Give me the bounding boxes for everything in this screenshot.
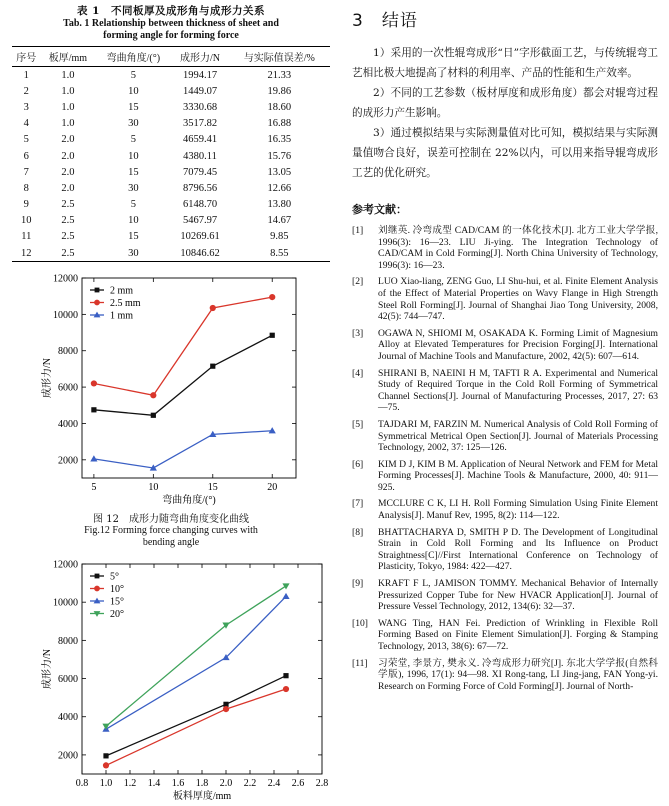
y-tick-label: 6000 <box>58 382 78 394</box>
references-list <box>352 225 658 692</box>
table-cell: 15 <box>128 101 139 113</box>
x-tick-label: 20 <box>267 482 278 493</box>
y-axis-label: 成形力/N <box>42 358 53 398</box>
table-cell: 1.0 <box>61 118 75 130</box>
table-header-cell: 成形力/N <box>171 47 228 67</box>
fig12-caption-en-1: Fig.12 Forming force changing curves with <box>84 525 258 536</box>
data-point <box>94 586 100 592</box>
reference-number: [11] <box>352 657 368 669</box>
data-point <box>90 455 97 461</box>
x-tick-label: 0.8 <box>75 778 89 789</box>
data-point <box>95 574 100 579</box>
x-axis-label: 弯曲角度/(°) <box>162 495 216 506</box>
reference-number: [1] <box>352 225 364 236</box>
x-tick-label: 1.4 <box>147 778 161 789</box>
reference-number: [2] <box>352 276 364 288</box>
table-row <box>12 67 330 84</box>
table-cell: 15.76 <box>267 150 292 162</box>
reference-item <box>352 498 658 521</box>
table-cell: 2.0 <box>61 134 75 146</box>
paragraph-2: 2）不同的工艺参数（板材厚度和成形角度）都会对辊弯过程的成形力产生影响。 <box>352 87 658 119</box>
table-cell: 7079.45 <box>182 166 218 178</box>
reference-item <box>352 578 658 613</box>
series-line <box>94 431 272 468</box>
data-point <box>103 753 108 758</box>
table-cell: 3 <box>23 101 29 113</box>
y-tick-label: 12000 <box>53 273 78 285</box>
legend-label: 1 mm <box>110 310 134 322</box>
data-table <box>12 46 330 262</box>
table-cell: 5 <box>130 69 136 81</box>
right-column <box>352 0 658 697</box>
section-title: 结语 <box>381 11 418 31</box>
references-title: 参考文献： <box>352 203 407 216</box>
section-body <box>352 43 658 183</box>
table-cell: 3517.82 <box>182 118 218 130</box>
reference-text: TAJDARI M, FARZIN M. Numerical Analysis of Cold Roll Forming of Symmetrical Metrical Open Section[J]. Journal of Materials Processing Technology, 2002, 37: 125—126. <box>378 418 658 454</box>
reference-text: 习荣堂, 李景方, 樊永义. 冷弯成形力研究[J]. 东北大学学报(自然科学版), 1996, 17(1): 94—98. XI Rong-tang, LI Jing-jang, FAN Yong-yi. Research on Forming Force of Cold Forming[J]. Journal of North- <box>378 657 658 692</box>
table-header-cell: 序号 <box>12 47 41 67</box>
reference-number: [3] <box>352 327 364 339</box>
y-tick-label: 6000 <box>58 674 78 686</box>
table-row <box>12 197 330 213</box>
reference-text: OGAWA N, SHIOMI M, OSAKADA K. Forming Limit of Magnesium Alloy at Elevated Temperatures for Precision Forging[J]. International Journal of Machine Tools and Manufacture, 2002, 42(5): 607—614. <box>378 327 658 362</box>
legend-label: 5° <box>110 571 119 583</box>
table-cell: 30 <box>128 118 139 130</box>
table-cell: 6 <box>23 150 29 162</box>
reference-item <box>352 328 658 363</box>
data-point <box>210 305 216 311</box>
table-cell: 8.55 <box>229 245 330 262</box>
y-tick-label: 8000 <box>58 346 78 358</box>
y-tick-label: 10000 <box>53 309 78 321</box>
table-row <box>12 83 330 99</box>
reference-item <box>352 225 658 271</box>
reference-text: KRAFT F L, JAMISON TOMMY. Mechanical Behavior of Internally Pressurized Copper Tube for New HVACR Application[J]. Journal of Pressure Vessel Technology, 2012, 134(6): 32—37. <box>378 578 658 613</box>
table-cell: 4659.41 <box>182 134 218 146</box>
reference-number: [5] <box>352 418 364 430</box>
fig12-caption-en-2: bending angle <box>142 537 200 548</box>
table-cell: 14.67 <box>267 215 292 227</box>
table-cell: 7 <box>23 166 29 178</box>
reference-text: LUO Xiao-liang, ZENG Guo, LI Shu-hui, et al. Finite Element Analysis of the Effect of Material Properties on Wavy Flange in High Strength Steel Roll Forming[J]. Journal of Shanghai Jiao Tong University, 2008, 42(5): 744—747. <box>378 276 658 323</box>
table-cell: 2.0 <box>61 182 75 194</box>
table-cell: 1.0 <box>61 69 75 81</box>
chart-force-vs-thickness <box>12 556 330 802</box>
x-axis-label: 板料厚度/mm <box>172 791 232 802</box>
reference-number: [7] <box>352 498 364 510</box>
reference-item <box>352 419 658 454</box>
reference-number: [6] <box>352 458 364 470</box>
left-column <box>12 0 330 262</box>
data-point <box>223 706 229 712</box>
table-cell: 1.0 <box>61 101 75 113</box>
table-cell: 3330.68 <box>182 101 218 113</box>
table-cell: 10 <box>128 85 139 97</box>
reference-item <box>352 368 658 414</box>
table-caption-cn: 表 1 不同板厚及成形角与成形力关系 <box>77 5 265 17</box>
table-cell: 10269.61 <box>180 231 220 243</box>
fig12-caption <box>12 510 330 549</box>
x-tick-label: 2.2 <box>243 778 257 789</box>
reference-number: [4] <box>352 367 364 379</box>
x-tick-label: 1.6 <box>171 778 185 789</box>
x-tick-label: 2.6 <box>291 778 305 789</box>
series-line <box>94 335 272 415</box>
reference-number: [10] <box>352 617 368 629</box>
fig12-caption-cn: 图 12 成形力随弯曲角度变化曲线 <box>93 514 249 525</box>
x-tick-label: 2.4 <box>267 778 281 789</box>
data-point <box>269 294 275 300</box>
table-cell: 5467.97 <box>182 215 218 227</box>
table-cell: 2 <box>23 85 29 97</box>
table-cell: 9 <box>23 199 29 211</box>
table-cell: 12 <box>12 245 41 262</box>
data-point <box>151 413 156 418</box>
x-tick-label: 5 <box>91 482 97 493</box>
table-cell: 2.5 <box>61 231 75 243</box>
table-header-cell: 板厚/mm <box>41 47 96 67</box>
data-point <box>103 762 109 768</box>
table-row <box>12 180 330 196</box>
table-cell: 18.60 <box>267 101 292 113</box>
table-row <box>12 116 330 132</box>
y-tick-label: 12000 <box>53 559 78 571</box>
table-cell: 2.5 <box>61 215 75 227</box>
legend-label: 20° <box>110 609 124 620</box>
table-cell: 2.0 <box>61 166 75 178</box>
table-caption-en-1: Tab. 1 Relationship between thickness of sheet and <box>63 18 279 29</box>
y-tick-label: 8000 <box>58 635 78 647</box>
table-cell: 30 <box>128 182 139 194</box>
data-point <box>282 593 289 599</box>
table-row <box>12 132 330 148</box>
reference-text: KIM D J, KIM B M. Application of Neural Network and FEM for Metal Forming Processes[J]. Machine Tools & Manufacture, 2000, 40: 911—925. <box>378 458 658 493</box>
table-cell: 4 <box>23 118 29 130</box>
reference-number: [8] <box>352 526 364 538</box>
table-row <box>12 229 330 245</box>
table-caption-en-2: forming angle for forming force <box>103 30 239 41</box>
y-tick-label: 2000 <box>58 455 78 467</box>
table-cell: 5 <box>130 199 136 211</box>
legend-label: 2.5 mm <box>110 298 141 309</box>
data-point <box>150 392 156 398</box>
reference-number: [9] <box>352 578 364 590</box>
table-cell: 15 <box>128 166 139 178</box>
reference-item <box>352 276 658 322</box>
table-row <box>12 148 330 164</box>
table-cell: 13.80 <box>267 199 292 211</box>
table-cell: 10846.62 <box>171 245 228 262</box>
legend-label: 15° <box>110 596 124 608</box>
table-cell: 2.5 <box>41 245 96 262</box>
table-cell: 8 <box>23 182 29 194</box>
table-cell: 2.0 <box>61 150 75 162</box>
legend-label: 2 mm <box>110 285 134 297</box>
table-cell: 13.05 <box>267 166 292 178</box>
data-point <box>282 583 289 589</box>
table-row <box>12 245 330 262</box>
chart-force-vs-angle <box>12 268 330 506</box>
x-tick-label: 2.0 <box>219 778 233 789</box>
series-line <box>106 596 286 729</box>
table-cell: 1449.07 <box>182 85 218 97</box>
table-row <box>12 213 330 229</box>
table-cell: 10 <box>21 215 32 227</box>
reference-item <box>352 618 658 653</box>
data-point <box>91 380 97 386</box>
y-tick-label: 2000 <box>58 750 78 762</box>
table-cell: 5 <box>130 134 136 146</box>
y-axis-label: 成形力/N <box>42 649 53 689</box>
x-tick-label: 1.0 <box>99 778 113 789</box>
reference-text: MCCLURE C K, LI H. Roll Forming Simulation Using Finite Element Analysis[J]. Manuf Rev, 1995, 8(2): 114—122. <box>378 498 658 522</box>
y-tick-label: 4000 <box>58 418 78 430</box>
table-cell: 16.35 <box>267 134 292 146</box>
table-cell: 30 <box>95 245 171 262</box>
paragraph-3: 3）通过模拟结果与实际测量值对比可知，模拟结果与实际测量值吻合良好，误差可控制在 22%以内，可以用来指导辊弯成形工艺的优化研究。 <box>352 127 658 179</box>
table-cell: 9.85 <box>270 231 289 243</box>
table-cell: 1.0 <box>61 85 75 97</box>
table-cell: 10 <box>128 215 139 227</box>
legend-label: 10° <box>110 584 124 595</box>
table-cell: 6148.70 <box>182 199 218 211</box>
reference-text: BHATTACHARYA D, SMITH P D. The Development of Longitudinal Strain in Cold Roll Forming and Its Influence on Product Straightness[C]//First International Conference on Technology of Plasticity, Tokyo, 1984: 422—427. <box>378 526 658 573</box>
data-point <box>102 724 109 730</box>
paragraph-1: 1）采用的一次性辊弯成形“日”字形截面工艺，与传统辊弯工艺相比极大地提高了材料的利用率、产品的性能和生产效率。 <box>352 47 658 79</box>
table-row <box>12 164 330 180</box>
table-cell: 8796.56 <box>182 182 218 194</box>
reference-text: WANG Ting, HAN Fei. Prediction of Wrinkling in Flexible Roll Forming Based on Finite Element Simulation[J]. Forging & Stamping Technology, 2013, 38(6): 67—72. <box>378 617 658 652</box>
x-tick-label: 2.8 <box>315 778 329 789</box>
table-row <box>12 99 330 115</box>
data-point <box>269 427 276 433</box>
table-cell: 11 <box>21 231 32 243</box>
table-header-cell: 与实际值误差/% <box>229 47 330 67</box>
x-tick-label: 10 <box>148 482 159 493</box>
table-header-row <box>12 47 330 67</box>
series-line <box>106 586 286 726</box>
table-cell: 19.86 <box>267 85 292 97</box>
table-cell: 15 <box>128 231 139 243</box>
reference-text: SHIRANI B, NAEINI H M, TAFTI R A. Experimental and Numerical Study of Required Torque in the Cold Roll Forming of Symmetrical Channel Sections[J]. Journal of Manufacturing Processes, 2017, 27: 63—75. <box>378 367 658 414</box>
table-cell: 5 <box>23 134 29 146</box>
section-number: 3 <box>352 11 364 31</box>
x-tick-label: 1.2 <box>123 778 137 789</box>
x-tick-label: 15 <box>207 482 218 493</box>
table-cell: 10 <box>128 150 139 162</box>
x-tick-label: 1.8 <box>195 778 209 789</box>
series-line <box>106 676 286 756</box>
series-line <box>106 689 286 765</box>
reference-item <box>352 658 658 693</box>
data-point <box>210 364 215 369</box>
data-point <box>283 686 289 692</box>
y-tick-label: 10000 <box>53 597 78 609</box>
reference-text: 刘继英. 冷弯成型 CAD/CAM 的一体化技术[J]. 北方工业大学学报, 1996(3): 16—23. LIU Ji-ying. The Integration Technology of CAD/CAM in Cold Forming[J]. North China University of Technology, 1996(3): 16—23. <box>378 225 658 271</box>
table-cell: 21.33 <box>267 69 292 81</box>
data-point <box>91 407 96 412</box>
table-cell: 1 <box>23 69 29 81</box>
table-cell: 2.5 <box>61 199 75 211</box>
table-cell: 1994.17 <box>182 69 218 81</box>
reference-item <box>352 459 658 494</box>
data-point <box>283 673 288 678</box>
data-point <box>95 288 100 293</box>
reference-item <box>352 527 658 573</box>
y-tick-label: 4000 <box>58 712 78 724</box>
section-heading <box>352 6 658 31</box>
table-cell: 4380.11 <box>183 150 217 162</box>
table-cell: 12.66 <box>267 182 292 194</box>
table-header-cell: 弯曲角度/(°) <box>95 47 171 67</box>
data-point <box>270 333 275 338</box>
table-cell: 16.88 <box>267 118 292 130</box>
table-body <box>12 67 330 262</box>
data-point <box>94 300 100 306</box>
